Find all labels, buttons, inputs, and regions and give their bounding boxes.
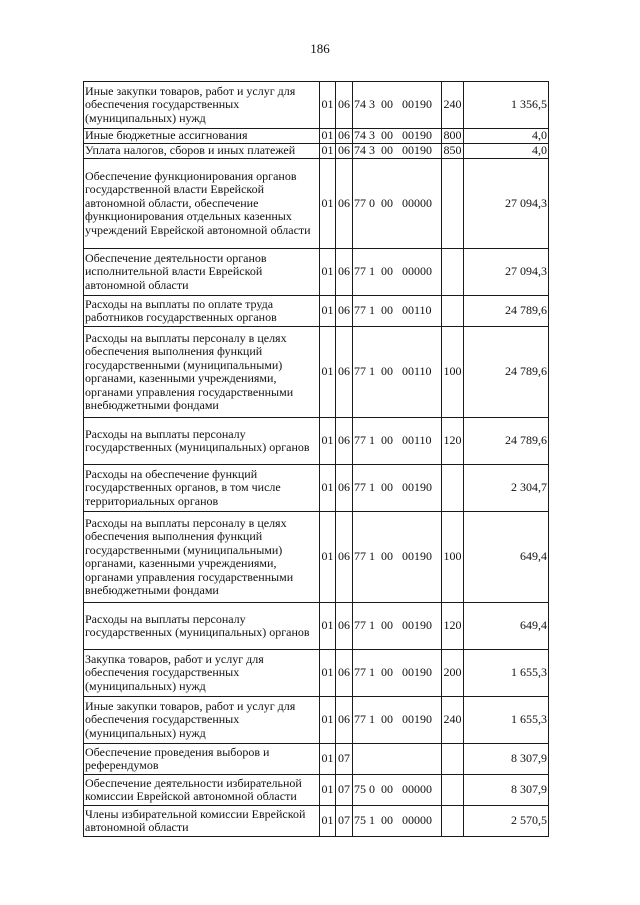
row-target-article-code: 77 1 00 00000	[353, 249, 442, 296]
row-subsection-code: 06	[336, 465, 353, 512]
row-section-code: 01	[321, 128, 334, 143]
table-row	[84, 512, 549, 603]
row-amount: 649,4	[464, 603, 549, 650]
row-amount: 2 304,7	[464, 465, 549, 512]
row-name: Закупка товаров, работ и услуг для обеспечения государственных (муниципальных) нужд	[84, 650, 320, 697]
row-subsection-code: 06	[336, 296, 353, 327]
row-expense-type-code: 240	[442, 82, 464, 129]
row-subsection-code: 06	[336, 82, 353, 129]
table-row	[84, 603, 549, 650]
row-expense-type-code: 800	[443, 128, 462, 143]
table-row	[84, 418, 549, 465]
row-name: Уплата налогов, сборов и иных платежей	[84, 144, 320, 159]
row-section-code: 01	[320, 697, 336, 744]
row-target-article-code: 77 0 00 00000	[353, 159, 442, 249]
row-expense-type-code: 200	[442, 650, 464, 697]
row-target-article-code: 74 3 00 00190	[353, 144, 442, 159]
table-row	[84, 249, 549, 296]
row-expense-type-code: 100	[442, 512, 464, 603]
row-subsection-code: 06	[336, 418, 353, 465]
row-amount: 649,4	[464, 512, 549, 603]
table-row	[84, 144, 549, 159]
row-amount: 2 570,5	[464, 806, 549, 837]
row-target-article-code: 75 0 00 00000	[353, 775, 442, 806]
table-row	[84, 296, 549, 327]
row-expense-type-code: 120	[442, 418, 464, 465]
row-expense-type-code	[442, 806, 464, 837]
row-subsection-code: 06	[336, 249, 353, 296]
row-name: Обеспечение деятельности избирательной комиссии Еврейской автономной области	[84, 775, 320, 806]
row-name: Расходы на выплаты по оплате труда работников государственных органов	[84, 296, 320, 327]
row-expense-type-code	[442, 744, 464, 775]
row-amount: 4,0	[464, 129, 549, 144]
row-expense-type-code	[442, 249, 464, 296]
row-name: Обеспечение деятельности органов исполнительной власти Еврейской автономной области	[84, 249, 320, 296]
row-name: Члены избирательной комиссии Еврейской автономной области	[84, 806, 320, 837]
row-target-article-code: 77 1 00 00110	[353, 296, 442, 327]
row-name: Расходы на выплаты персоналу в целях обеспечения выполнения функций государственными (муниципальными) органами, казенными учреждениями, органами управления государственными внебюджетными фондами	[84, 327, 320, 418]
row-subsection-code: 06	[336, 327, 353, 418]
row-target-article-code: 74 3 00 00190	[353, 82, 442, 129]
table-row	[84, 697, 549, 744]
row-name: Иные закупки товаров, работ и услуг для обеспечения государственных (муниципальных) нужд	[84, 697, 320, 744]
row-subsection-code: 07	[336, 775, 353, 806]
table-row	[84, 159, 549, 249]
row-section-code: 01	[320, 650, 336, 697]
row-amount: 8 307,9	[464, 775, 549, 806]
table-row	[84, 327, 549, 418]
row-section-code: 01	[320, 603, 336, 650]
row-section-code: 01	[320, 418, 336, 465]
row-section-code: 01	[320, 82, 336, 129]
row-expense-type-code: 240	[442, 697, 464, 744]
row-name: Иные закупки товаров, работ и услуг для обеспечения государственных (муниципальных) нужд	[84, 82, 320, 129]
row-subsection-code: 07	[336, 744, 353, 775]
row-expense-type-code: 100	[442, 327, 464, 418]
table-row	[84, 650, 549, 697]
row-amount: 8 307,9	[464, 744, 549, 775]
row-name: Расходы на выплаты персоналу государственных (муниципальных) органов	[84, 603, 320, 650]
row-subsection-code: 06	[336, 512, 353, 603]
row-target-article-code: 75 1 00 00000	[353, 806, 442, 837]
row-amount: 1 655,3	[464, 650, 549, 697]
row-section-code: 01	[320, 806, 336, 837]
budget-table	[83, 81, 549, 837]
row-amount: 1 655,3	[464, 697, 549, 744]
row-section-code: 01	[320, 775, 336, 806]
table-row	[84, 806, 549, 837]
row-amount: 24 789,6	[464, 296, 549, 327]
table-row	[84, 129, 549, 144]
table-row	[84, 82, 549, 129]
row-expense-type-code	[442, 159, 464, 249]
row-section-code: 01	[320, 296, 336, 327]
row-section-code: 01	[320, 327, 336, 418]
row-subsection-code: 06	[336, 144, 353, 159]
row-target-article-code: 77 1 00 00190	[353, 465, 442, 512]
row-name: Расходы на обеспечение функций государственных органов, в том числе территориальных органов	[84, 465, 320, 512]
row-subsection-code: 07	[336, 806, 353, 837]
row-target-article-code	[353, 744, 442, 775]
row-expense-type-code	[442, 465, 464, 512]
row-amount: 24 789,6	[464, 418, 549, 465]
row-subsection-code: 06	[336, 697, 353, 744]
row-subsection-code: 06	[336, 603, 353, 650]
row-target-article-code: 77 1 00 00190	[353, 603, 442, 650]
row-target-article-code: 74 3 00 00190	[353, 129, 442, 144]
row-section-code: 01	[320, 512, 336, 603]
row-section-code: 01	[320, 465, 336, 512]
row-expense-type-code: 850	[443, 143, 462, 158]
row-section-code: 01	[321, 143, 334, 158]
row-expense-type-code	[442, 296, 464, 327]
row-subsection-code: 06	[336, 650, 353, 697]
table-row	[84, 465, 549, 512]
row-section-code: 01	[320, 159, 336, 249]
row-target-article-code: 77 1 00 00110	[353, 418, 442, 465]
table-row	[84, 775, 549, 806]
page-number: 186	[310, 41, 330, 56]
row-name: Расходы на выплаты персоналу государственных (муниципальных) органов	[84, 418, 320, 465]
row-expense-type-code: 120	[442, 603, 464, 650]
row-amount: 4,0	[464, 144, 549, 159]
row-subsection-code: 06	[336, 129, 353, 144]
row-target-article-code: 77 1 00 00110	[353, 327, 442, 418]
row-subsection-code: 06	[336, 159, 353, 249]
row-target-article-code: 77 1 00 00190	[353, 512, 442, 603]
row-section-code: 01	[320, 744, 336, 775]
row-name: Обеспечение проведения выборов и референдумов	[84, 744, 320, 775]
row-name: Расходы на выплаты персоналу в целях обеспечения выполнения функций государственными (муниципальными) органами, казенными учреждениями, органами управления государственными внебюджетными фондами	[84, 512, 320, 603]
row-amount: 27 094,3	[464, 249, 549, 296]
row-amount: 1 356,5	[464, 82, 549, 129]
row-amount: 24 789,6	[464, 327, 549, 418]
table-row	[84, 744, 549, 775]
row-amount: 27 094,3	[464, 159, 549, 249]
row-name: Обеспечение функционирования органов государственной власти Еврейской автономной области, обеспечение функционирования отдельных казенных учреждений Еврейской автономной области	[84, 159, 320, 249]
row-name: Иные бюджетные ассигнования	[84, 129, 320, 144]
row-section-code: 01	[320, 249, 336, 296]
row-target-article-code: 77 1 00 00190	[353, 650, 442, 697]
row-expense-type-code	[442, 775, 464, 806]
row-target-article-code: 77 1 00 00190	[353, 697, 442, 744]
